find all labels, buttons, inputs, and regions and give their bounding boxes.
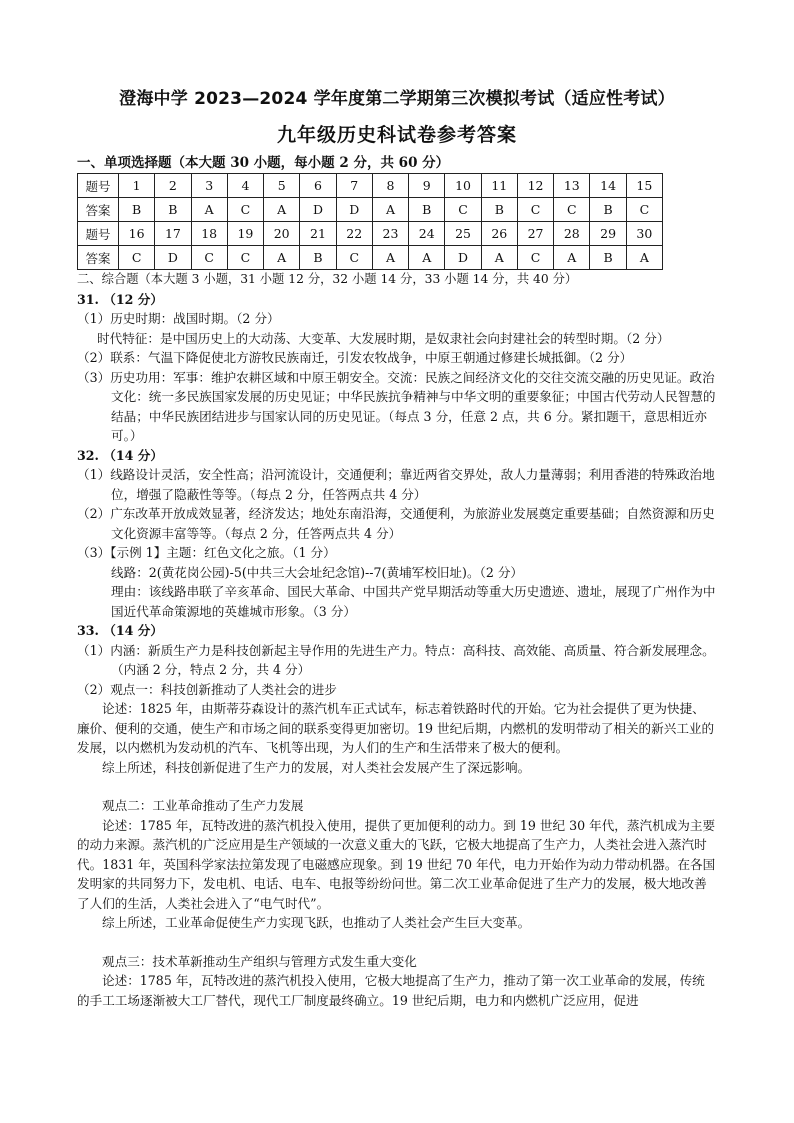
q33-argument-1: 论述：1825 年，由斯蒂芬森设计的蒸汽机车正式试车，标志着铁路时代的开始。它为社会提供了更为快捷、廉价、便利的交通，使生产和市场之间的联系变得更加密切。19 世纪后期，内燃机的发明带动了相关的新兴工业的发展，以内燃机为发动机的汽车、飞机等出现，为人们的生产和生活带来了极大的便利。 [77, 701, 715, 755]
question-number: 29 [590, 222, 626, 246]
table-row [78, 174, 663, 198]
answer-cell: C [517, 198, 553, 222]
answer-cell: C [554, 198, 590, 222]
question-number: 3 [191, 174, 227, 198]
answer-cell: C [227, 198, 263, 222]
question-number: 5 [264, 174, 300, 198]
q33-viewpoint-2: 观点二：工业革命推动了生产力发展 [102, 798, 304, 813]
question-number: 22 [336, 222, 372, 246]
exam-subtitle: 九年级历史科试卷参考答案 [276, 124, 517, 146]
answer-cell: B [409, 198, 445, 222]
question-number: 1 [119, 174, 155, 198]
question-number: 17 [155, 222, 191, 246]
question-number: 30 [626, 222, 662, 246]
answer-cell: C [191, 246, 227, 270]
question-number: 15 [626, 174, 662, 198]
row-label: 题号 [78, 222, 119, 246]
q33-conclusion-1: 综上所述，科技创新促进了生产力的发展，对人类社会发展产生了深远影响。 [102, 759, 531, 775]
q33-viewpoint-3: 观点三：技术革新推动生产组织与管理方式发生重大变化 [102, 953, 417, 969]
question-number: 7 [336, 174, 372, 198]
table-row [78, 198, 663, 222]
q33-argument-3: 论述：1785 年，瓦特改进的蒸汽机投入使用，它极大地提高了生产力，推动了第一次工业革命的发展，传统的手工工场逐渐被大工厂替代，现代工厂制度最终确立。19 世纪后期，电力和内燃机广泛应用，促进 [77, 973, 705, 1008]
answer-cell: A [264, 246, 300, 270]
answer-cell: C [445, 198, 481, 222]
q31-heading: 31. （12 分） [77, 291, 163, 307]
q33-conclusion-2: 综上所述，工业革命促使生产力实现飞跃，也推动了人类社会产生巨大变革。 [102, 915, 531, 930]
question-number: 13 [554, 174, 590, 198]
answer-cell: A [481, 246, 517, 270]
q32-answer-1: （1）线路设计灵活，安全性高；沿河流设计，交通便利；靠近两省交界处，敌人力量薄弱；利用香港的特殊政治地位，增强了隐蔽性等等。（每点 2 分，任答两点共 4 分） [77, 467, 715, 502]
question-number: 20 [264, 222, 300, 246]
q33-answer-1: （1）内涵：新质生产力是科技创新起主导作用的先进生产力。特点：高科技、高效能、高质量、符合新发展理念。（内涵 2 分，特点 2 分，共 4 分） [77, 642, 715, 677]
q32-reason: 理由：该线路串联了辛亥革命、国民大革命、中国共产党早期活动等重大历史遗迹、遗址，展现了广州作为中国近代革命策源地的英雄城市形象。（3 分） [111, 584, 716, 619]
answer-cell: A [191, 198, 227, 222]
question-number: 25 [445, 222, 481, 246]
answer-cell: B [119, 198, 155, 222]
answer-cell: D [155, 246, 191, 270]
table-row [78, 246, 663, 270]
answer-cell: B [481, 198, 517, 222]
q32-heading: 32. （14 分） [77, 447, 163, 463]
answer-cell: B [590, 198, 626, 222]
q32-answer-2: （2）广东改革开放成效显著，经济发达；地处东南沿海，交通便利，为旅游业发展奠定重要基础；自然资源和历史文化资源丰富等等。（每点 2 分，任答两点共 4 分） [77, 506, 715, 541]
answer-cell: C [119, 246, 155, 270]
answer-cell: B [155, 198, 191, 222]
answer-cell: A [409, 246, 445, 270]
answer-cell: B [300, 246, 336, 270]
question-number: 9 [409, 174, 445, 198]
answer-cell: A [554, 246, 590, 270]
question-number: 6 [300, 174, 336, 198]
q33-viewpoint-1: （2）观点一：科技创新推动了人类社会的进步 [77, 681, 337, 697]
answer-cell: C [517, 246, 553, 270]
question-number: 21 [300, 222, 336, 246]
question-number: 28 [554, 222, 590, 246]
question-number: 4 [227, 174, 263, 198]
q32-answer-3: （3）【示例 1】主题：红色文化之旅。（1 分） [77, 545, 336, 560]
answer-cell: A [626, 246, 662, 270]
question-number: 12 [517, 174, 553, 198]
section2-heading: 二、综合题（本大题 3 小题，31 小题 12 分，32 小题 14 分，33 小题 14 分，共 40 分） [77, 272, 578, 286]
q33-heading: 33. （14 分） [77, 623, 163, 638]
question-number: 19 [227, 222, 263, 246]
answer-cell: D [445, 246, 481, 270]
table-row [78, 222, 663, 246]
q31-answer-2: （2）联系：气温下降促使北方游牧民族南迁，引发农牧战争，中原王朝通过修建长城抵御。（2 分） [77, 350, 633, 365]
answer-cell: C [626, 198, 662, 222]
answer-cell: D [336, 198, 372, 222]
section2-content [77, 270, 717, 1010]
question-number: 10 [445, 174, 481, 198]
question-number: 11 [481, 174, 517, 198]
question-number: 24 [409, 222, 445, 246]
q31-era-features: 时代特征：是中国历史上的大动荡、大变革、大发展时期，是奴隶社会向封建社会的转型时期。（2 分） [97, 330, 670, 346]
q31-answer-1: （1）历史时期：战国时期。（2 分） [77, 311, 280, 326]
answer-cell: A [372, 246, 408, 270]
question-number: 14 [590, 174, 626, 198]
question-number: 16 [119, 222, 155, 246]
question-number: 8 [372, 174, 408, 198]
spacer [77, 933, 717, 952]
answer-cell: D [300, 198, 336, 222]
answer-cell: A [264, 198, 300, 222]
answer-table [77, 173, 663, 270]
question-number: 18 [191, 222, 227, 246]
section1-heading: 一、单项选择题（本大题 30 小题，每小题 2 分，共 60 分） [77, 155, 450, 171]
spacer [77, 777, 717, 796]
answer-cell: B [590, 246, 626, 270]
row-label: 题号 [78, 174, 119, 198]
row-label: 答案 [78, 246, 119, 270]
q33-argument-2: 论述：1785 年，瓦特改进的蒸汽机投入使用，提供了更加便利的动力。到 19 世纪 30 年代，蒸汽机成为主要的动力来源。蒸汽机的广泛应用是生产领域的一次意义重大的飞跃，它极大地提高了生产力，人类社会进入蒸汽时代。1831 年，英国科学家法拉第发现了电磁感应现象。到 19 世纪 70 年代，电力开始作为动力带动机器。在各国发明家的共同努力下，发电机、电话、电车、电报等纷纷问世。第二次工业革命促进了生产力的发展，极大地改善了人们的生活，人类社会进入了“电气时代”。 [77, 817, 716, 911]
question-number: 27 [517, 222, 553, 246]
question-number: 23 [372, 222, 408, 246]
question-number: 26 [481, 222, 517, 246]
answer-cell: C [336, 246, 372, 270]
answer-cell: C [227, 246, 263, 270]
q31-answer-3: （3）历史功用：军事：维护农耕区域和中原王朝安全。交流：民族之间经济文化的交往交流交融的历史见证。政治文化：统一多民族国家发展的历史见证；中华民族抗争精神与中华文明的重要象征；中国古代劳动人民智慧的结晶；中华民族团结进步与国家认同的历史见证。（每点 3 分，任意 2 点，共 6 分。紧扣题干，意思相近亦可。） [77, 369, 716, 443]
q32-route: 线路：2(黄花岗公园)-5(中共三大会址纪念馆)--7(黄埔军校旧址)。（2 分） [111, 564, 524, 580]
question-number: 2 [155, 174, 191, 198]
answer-cell: A [372, 198, 408, 222]
exam-title: 澄海中学 2023—2024 学年度第二学期第三次模拟考试（适应性考试） [119, 89, 675, 109]
row-label: 答案 [78, 198, 119, 222]
